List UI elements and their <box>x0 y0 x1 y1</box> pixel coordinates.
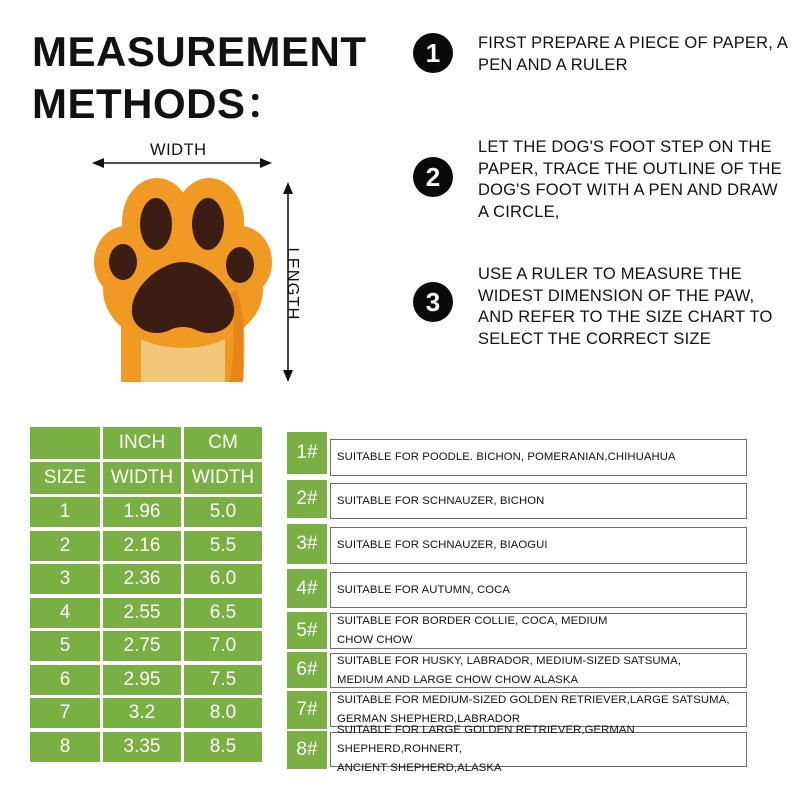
description-line-1: SUITABLE FOR HUSKY, LABRADOR, MEDIUM-SIZED SATSUMA, <box>337 654 682 667</box>
size-cell: 4 <box>30 598 100 628</box>
step-2-number-badge: 2 <box>413 157 453 197</box>
header-size: SIZE <box>30 462 100 494</box>
step-1-number-badge: 1 <box>413 33 453 73</box>
inch-cell: 2.36 <box>103 564 181 594</box>
size-cell: 5 <box>30 631 100 661</box>
suitability-description <box>330 613 747 649</box>
width-label: WIDTH <box>150 141 207 159</box>
title-line-2: METHODS： <box>32 80 289 127</box>
suitability-description <box>330 439 747 476</box>
suitability-description <box>330 527 747 564</box>
cm-cell: 5.5 <box>184 531 262 561</box>
inch-cell: 2.16 <box>103 531 181 561</box>
step-1-text: FIRST PREPARE A PIECE OF PAPER, A PEN AND A RULER <box>478 34 788 74</box>
description-line-1: SUITABLE FOR LARGE GOLDEN RETRIEVER,GERMAN SHEPHERD,ROHNERT, <box>337 724 635 755</box>
inch-cell: 3.35 <box>103 732 181 762</box>
header-width-cm: WIDTH <box>184 462 262 494</box>
table-corner-cell <box>30 427 100 459</box>
title-line-1: MEASUREMENT <box>32 28 367 75</box>
cm-cell: 8.5 <box>184 732 262 762</box>
header-width-inch: WIDTH <box>103 462 181 494</box>
size-code-badge: 8# <box>287 731 327 769</box>
inch-cell: 1.96 <box>103 497 181 527</box>
inch-cell: 2.55 <box>103 598 181 628</box>
cm-cell: 5.0 <box>184 497 262 527</box>
size-code-badge: 1# <box>287 432 327 474</box>
step-3-number-badge: 3 <box>413 282 453 322</box>
header-unit-inch: INCH <box>103 427 181 459</box>
suitability-description <box>330 724 747 774</box>
suitability-description <box>330 572 747 608</box>
description-line-2: ANCIENT SHEPHERD,ALASKA <box>337 762 502 774</box>
width-arrow-icon <box>92 158 272 168</box>
header-unit-cm: CM <box>184 427 262 459</box>
description-line-1: SUITABLE FOR POODLE. BICHON, POMERANIAN,CHIHUAHUA <box>337 451 676 463</box>
suitability-description <box>330 653 747 688</box>
inch-cell: 2.75 <box>103 631 181 661</box>
cm-cell: 6.0 <box>184 564 262 594</box>
size-code-badge: 4# <box>287 569 327 608</box>
step-2-text: LET THE DOG'S FOOT STEP ON THE PAPER, TRACE THE OUTLINE OF THE DOG'S FOOT WITH A PEN AND DRAW A CIRCLE, <box>478 138 782 221</box>
length-arrow-icon <box>283 182 293 382</box>
description-line-2: CHOW CHOW <box>337 634 413 646</box>
size-cell: 2 <box>30 531 100 561</box>
cm-cell: 7.0 <box>184 631 262 661</box>
size-code-badge: 2# <box>287 480 327 518</box>
size-cell: 6 <box>30 665 100 695</box>
size-cell: 8 <box>30 732 100 762</box>
description-line-1: SUITABLE FOR MEDIUM-SIZED GOLDEN RETRIEVER,LARGE SATSUMA, <box>337 693 730 706</box>
description-line-1: SUITABLE FOR BORDER COLLIE, COCA, MEDIUM <box>337 615 608 627</box>
cm-cell: 6.5 <box>184 598 262 628</box>
cm-cell: 7.5 <box>184 665 262 695</box>
size-cell: 3 <box>30 564 100 594</box>
size-code-badge: 6# <box>287 652 327 688</box>
size-cell: 1 <box>30 497 100 527</box>
description-line-2: MEDIUM AND LARGE CHOW CHOW ALASKA <box>337 673 579 686</box>
cm-cell: 8.0 <box>184 698 262 728</box>
size-code-badge: 3# <box>287 524 327 564</box>
description-line-1: SUITABLE FOR AUTUMN, COCA <box>337 583 511 596</box>
step-3-text: USE A RULER TO MEASURE THE WIDEST DIMENSION OF THE PAW, AND REFER TO THE SIZE CHART TO SELECT THE CORRECT SIZE <box>478 265 773 348</box>
description-line-1: SUITABLE FOR SCHNAUZER, BICHON <box>337 494 545 507</box>
size-code-badge: 5# <box>287 612 327 649</box>
inch-cell: 3.2 <box>103 698 181 728</box>
length-label: LENGTH <box>283 247 302 321</box>
description-line-2: GERMAN SHEPHERD,LABRADOR <box>337 712 521 725</box>
size-code-badge: 7# <box>287 691 327 729</box>
description-line-1: SUITABLE FOR SCHNAUZER, BIAOGUI <box>337 539 548 551</box>
size-cell: 7 <box>30 698 100 728</box>
suitability-description <box>330 483 747 519</box>
dog-paw-icon <box>94 178 272 382</box>
inch-cell: 2.95 <box>103 665 181 695</box>
